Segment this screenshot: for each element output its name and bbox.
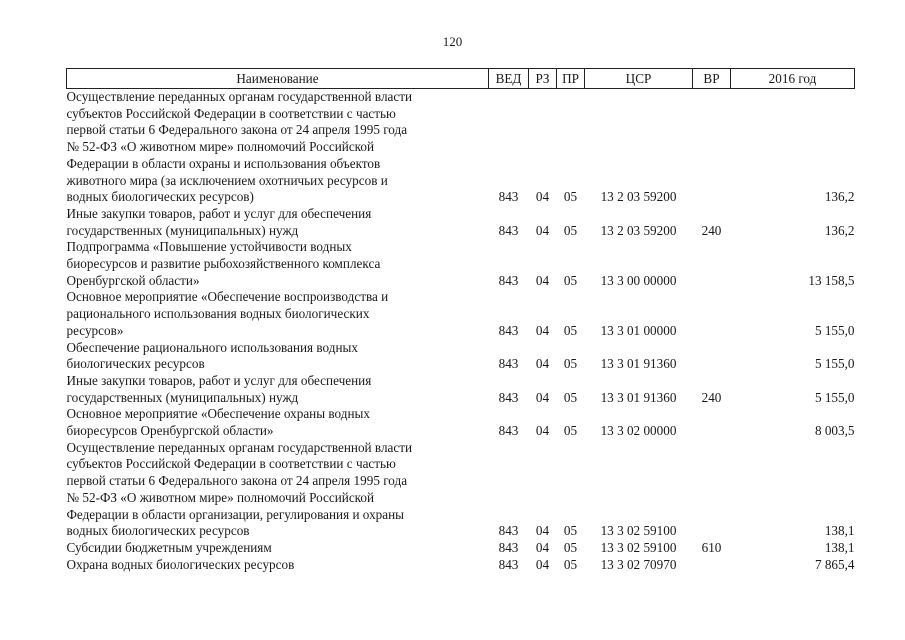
- row-name-line: водных биологических ресурсов): [66, 189, 254, 205]
- row-csr: 13 3 01 91360: [600, 356, 677, 372]
- row-csr: 13 3 01 91360: [600, 389, 677, 405]
- row-name-line: первой статьи 6 Федерального закона от 24 апреля 1995 года: [66, 122, 408, 138]
- row-name: [67, 289, 489, 339]
- row-name: [67, 239, 489, 289]
- header-pr: ПР: [557, 69, 585, 89]
- row-name-line: государственных (муниципальных) нужд: [66, 222, 299, 238]
- row-name-line: Федерации в области организации, регулирования и охраны: [66, 506, 405, 522]
- row-sum: 136,2: [824, 189, 855, 205]
- row-name-line: Осуществление переданных органам государственной власти: [66, 439, 413, 455]
- header-year: 2016 год: [731, 69, 855, 89]
- row-sum: 5 155,0: [814, 356, 855, 372]
- row-ved: 843: [498, 423, 519, 439]
- row-name-line: Оренбургской области»: [66, 272, 200, 288]
- row-name-line: субъектов Российской Федерации в соответствии с частью: [66, 456, 396, 472]
- table-row: [67, 340, 855, 373]
- header-rz: РЗ: [529, 69, 557, 89]
- row-ved: 843: [498, 272, 519, 288]
- row-pr: 05: [563, 356, 578, 372]
- row-vr: [693, 89, 731, 206]
- row-csr: 13 3 02 00000: [600, 423, 677, 439]
- table-row: [67, 540, 855, 557]
- row-rz: 04: [535, 389, 550, 405]
- row-csr: 13 2 03 59200: [600, 222, 677, 238]
- row-name-line: животного мира (за исключением охотничьих ресурсов и: [66, 172, 388, 188]
- row-pr: 05: [563, 389, 578, 405]
- row-name-line: № 52-ФЗ «О животном мире» полномочий Российской: [66, 489, 375, 505]
- row-sum: 7 865,4: [814, 556, 855, 572]
- row-ved: 843: [498, 556, 519, 572]
- row-pr: 05: [563, 523, 578, 539]
- row-ved: 843: [498, 356, 519, 372]
- row-name-line: Федерации в области охраны и использования объектов: [66, 155, 381, 171]
- row-csr: 13 3 02 70970: [600, 556, 677, 572]
- row-pr: 05: [563, 222, 578, 238]
- row-name: [67, 440, 489, 540]
- row-sum: 5 155,0: [814, 322, 855, 338]
- row-rz: 04: [535, 272, 550, 288]
- row-vr: [693, 239, 731, 289]
- row-ved: 843: [498, 523, 519, 539]
- row-name-line: Основное мероприятие «Обеспечение воспроизводства и: [66, 289, 389, 305]
- row-name-line: Иные закупки товаров, работ и услуг для обеспечения: [66, 205, 372, 221]
- row-csr: 13 3 02 59100: [600, 539, 677, 555]
- row-ved: 843: [498, 322, 519, 338]
- row-name-line: Основное мероприятие «Обеспечение охраны водных: [66, 406, 370, 422]
- row-name: [67, 206, 489, 239]
- row-name: [67, 340, 489, 373]
- row-name-line: Обеспечение рационального использования водных: [66, 339, 358, 355]
- row-name-line: биоресурсов и развитие рыбохозяйственного комплекса: [66, 256, 381, 272]
- row-csr: 13 3 00 00000: [600, 272, 677, 288]
- row-sum: 13 158,5: [808, 272, 855, 288]
- row-pr: 05: [563, 423, 578, 439]
- row-rz: 04: [535, 556, 550, 572]
- table-row: [67, 289, 855, 339]
- row-name-line: Иные закупки товаров, работ и услуг для обеспечения: [66, 372, 372, 388]
- row-name: [67, 89, 489, 206]
- row-name-line: Осуществление переданных органам государственной власти: [66, 89, 413, 104]
- row-name: [67, 373, 489, 406]
- header-csr: ЦСР: [585, 69, 693, 89]
- row-pr: 05: [563, 322, 578, 338]
- row-name-line: первой статьи 6 Федерального закона от 24 апреля 1995 года: [66, 473, 408, 489]
- table-header-row: [67, 69, 855, 89]
- row-rz: 04: [535, 222, 550, 238]
- header-ved: ВЕД: [489, 69, 529, 89]
- table-row: [67, 557, 855, 574]
- row-pr: 05: [563, 539, 578, 555]
- row-rz: 04: [535, 189, 550, 205]
- row-vr: 240: [701, 222, 722, 238]
- row-rz: 04: [535, 356, 550, 372]
- table-row: [67, 373, 855, 406]
- row-rz: 04: [535, 523, 550, 539]
- row-name-line: Подпрограмма «Повышение устойчивости водных: [66, 239, 352, 255]
- row-ved: 843: [498, 189, 519, 205]
- row-name-line: № 52-ФЗ «О животном мире» полномочий Российской: [66, 139, 375, 155]
- row-rz: 04: [535, 423, 550, 439]
- row-name-line: ресурсов»: [66, 322, 124, 338]
- row-csr: 13 3 02 59100: [600, 523, 677, 539]
- row-name-line: Субсидии бюджетным учреждениям: [66, 539, 272, 555]
- row-pr: 05: [563, 556, 578, 572]
- row-sum: 136,2: [824, 222, 855, 238]
- row-name: [67, 540, 489, 557]
- row-name-line: биологических ресурсов: [66, 356, 205, 372]
- row-vr: [693, 340, 731, 373]
- budget-table: [66, 68, 855, 573]
- row-ved: 843: [498, 222, 519, 238]
- row-vr: [693, 289, 731, 339]
- table-row: [67, 440, 855, 540]
- row-pr: 05: [563, 189, 578, 205]
- row-rz: 04: [535, 539, 550, 555]
- header-vr: ВР: [693, 69, 731, 89]
- row-pr: 05: [563, 272, 578, 288]
- row-name-line: водных биологических ресурсов: [66, 523, 250, 539]
- row-name-line: субъектов Российской Федерации в соответствии с частью: [66, 105, 396, 121]
- row-ved: 843: [498, 539, 519, 555]
- row-csr: 13 2 03 59200: [600, 189, 677, 205]
- table-row: [67, 406, 855, 439]
- row-csr: 13 3 01 00000: [600, 322, 677, 338]
- row-vr: [693, 440, 731, 540]
- row-sum: 138,1: [824, 523, 855, 539]
- header-name: Наименование: [67, 69, 489, 89]
- row-name: [67, 557, 489, 574]
- page-number: 120: [442, 34, 463, 49]
- table-row: [67, 89, 855, 206]
- row-sum: 8 003,5: [814, 423, 855, 439]
- table-row: [67, 239, 855, 289]
- row-sum: 5 155,0: [814, 389, 855, 405]
- row-vr: [693, 406, 731, 439]
- row-name-line: рационального использования водных биологических: [66, 306, 370, 322]
- row-name-line: биоресурсов Оренбургской области»: [66, 423, 274, 439]
- row-ved: 843: [498, 389, 519, 405]
- row-name-line: Охрана водных биологических ресурсов: [66, 556, 295, 572]
- row-rz: 04: [535, 322, 550, 338]
- row-name-line: государственных (муниципальных) нужд: [66, 389, 299, 405]
- row-vr: 610: [701, 539, 722, 555]
- row-sum: 138,1: [824, 539, 855, 555]
- row-vr: 240: [701, 389, 722, 405]
- table-row: [67, 206, 855, 239]
- table-body: [67, 89, 855, 574]
- row-name: [67, 406, 489, 439]
- row-vr: [693, 557, 731, 574]
